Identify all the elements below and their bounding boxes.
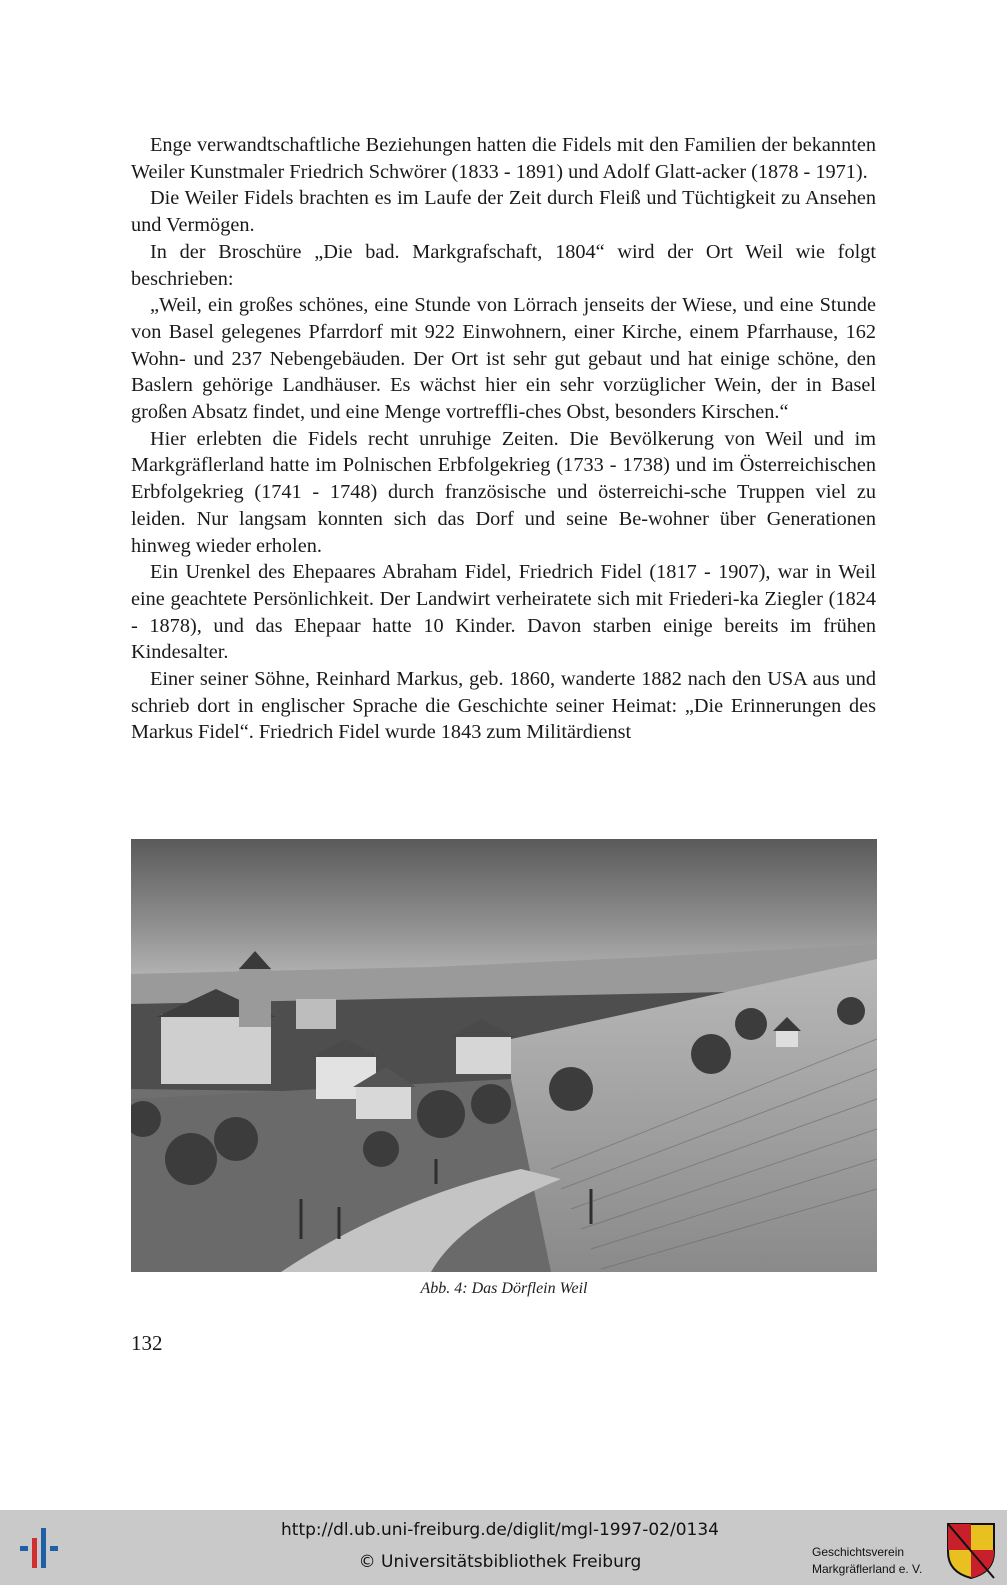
paragraph: Enge verwandtschaftliche Beziehungen hatten die Fidels mit den Familien der bekannten Weiler Kunstmaler Friedrich Schwörer (1833 - 1891) und Adolf Glatt-acker (1878 - 1971). xyxy=(131,134,876,183)
body-text xyxy=(131,132,876,746)
village-painting-illustration xyxy=(131,839,877,1272)
coat-of-arms-icon xyxy=(946,1522,996,1580)
document-url-link[interactable]: http://dl.ub.uni-freiburg.de/diglit/mgl-1997-02/0134 xyxy=(281,1520,719,1540)
village-painting-image xyxy=(131,839,877,1272)
figure-caption: Abb. 4: Das Dörflein Weil xyxy=(420,1280,588,1297)
copyright-text: © Universitätsbibliothek Freiburg xyxy=(358,1552,642,1572)
paragraph: Ein Urenkel des Ehepaares Abraham Fidel, Friedrich Fidel (1817 - 1907), war in Weil eine geachtete Persönlichkeit. Der Landwirt verheiratete sich mit Friederi-ka Ziegler (1824 - 1878), und das Ehepaar hatte 10 Kinder. Davon starben einige bereits im frühen Kindesalter. xyxy=(131,561,876,664)
quotation-paragraph: „Weil, ein großes schönes, eine Stunde von Lörrach jenseits der Wiese, und eine Stunde von Basel gelegenes Pfarrdorf mit 922 Einwohnern, einer Kirche, einem Pfarrhause, 162 Wohn- und 237 Nebengebäuden. Der Ort ist sehr gut gebaut und hat einige schöne, den Baslern gehörige Landhäuser. Es wächst hier ein sehr vorzüglicher Wein, der in Basel großen Absatz findet, und eine Menge vortreffli-ches Obst, besonders Kirschen.“ xyxy=(131,294,876,424)
paragraph: Hier erlebten die Fidels recht unruhige Zeiten. Die Bevölkerung von Weil und im Markgräflerland hatte im Polnischen Erbfolgekrieg (1733 - 1738) und im Österreichischen Erbfolgekrieg (1741 - 1748) durch französische und österreichi-sche Truppen viel zu leiden. Nur langsam konnten sich das Dorf und seine Be-wohner über Generationen hinweg wieder erholen. xyxy=(131,427,876,557)
paragraph: Einer seiner Söhne, Reinhard Markus, geb. 1860, wanderte 1882 nach den USA aus und schrieb dort in englischer Sprache die Geschichte seiner Heimat: „Die Erinnerungen des Markus Fidel“. Friedrich Fidel wurde 1843 zum Militärdienst xyxy=(131,668,876,744)
paragraph: In der Broschüre „Die bad. Markgrafschaft, 1804“ wird der Ort Weil wie folgt beschrieben: xyxy=(131,240,876,290)
page-number: 132 xyxy=(131,1331,163,1355)
footer-bar xyxy=(0,1510,1007,1585)
ub-freiburg-logo-icon xyxy=(20,1524,66,1574)
organization-name-line2: Markgräflerland e. V. xyxy=(812,1562,923,1576)
organization-name-line1: Geschichtsverein xyxy=(812,1545,905,1559)
paragraph: Die Weiler Fidels brachten es im Laufe der Zeit durch Fleiß und Tüchtigkeit zu Ansehen und Vermögen. xyxy=(131,187,876,237)
